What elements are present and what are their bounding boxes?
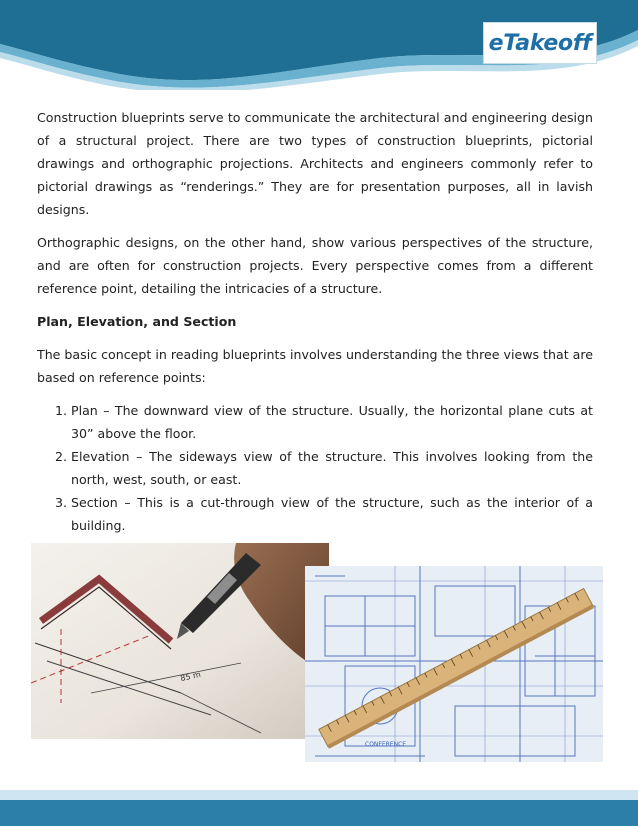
- photo-drafting-pen: [31, 543, 329, 739]
- views-list: [37, 399, 593, 537]
- photo-blueprint-ruler: [305, 566, 603, 762]
- footer-bars: [0, 790, 638, 826]
- blueprint-room-label: CONFERENCE: [365, 741, 407, 748]
- orthographic-paragraph: Orthographic designs, on the other hand, show various perspectives of the structure, and are often for construction projects. Every perspective comes from a different reference point, detailing the intricacies of a structure.: [37, 235, 593, 296]
- section-heading: Plan, Elevation, and Section: [37, 314, 237, 329]
- drawing-dimension-label: 85 m: [179, 669, 202, 683]
- list-item-elevation: 2. Elevation – The sideways view of the structure. This involves looking from the north, west, south, or east.: [71, 445, 593, 491]
- article-body: [37, 106, 593, 537]
- intro-paragraph: Construction blueprints serve to communicate the architectural and engineering design of a structural project. There are two types of construction blueprints, pictorial drawings and orthographic projections. Architects and engineers commonly refer to pictorial drawings as “renderings.” They are for presentation purposes, all in lavish designs.: [37, 110, 593, 217]
- page-footer: [0, 790, 638, 826]
- views-intro-paragraph: The basic concept in reading blueprints involves understanding the three views that are based on reference points:: [37, 347, 594, 385]
- etakeoff-logo: [483, 22, 597, 64]
- page-header: [0, 0, 638, 90]
- list-item-section: 3. Section – This is a cut-through view of the structure, such as the interior of a building.: [71, 491, 593, 537]
- logo-text: eTakeoff: [488, 30, 592, 56]
- list-item-plan: 1. Plan – The downward view of the structure. Usually, the horizontal plane cuts at 30” above the floor.: [71, 399, 593, 445]
